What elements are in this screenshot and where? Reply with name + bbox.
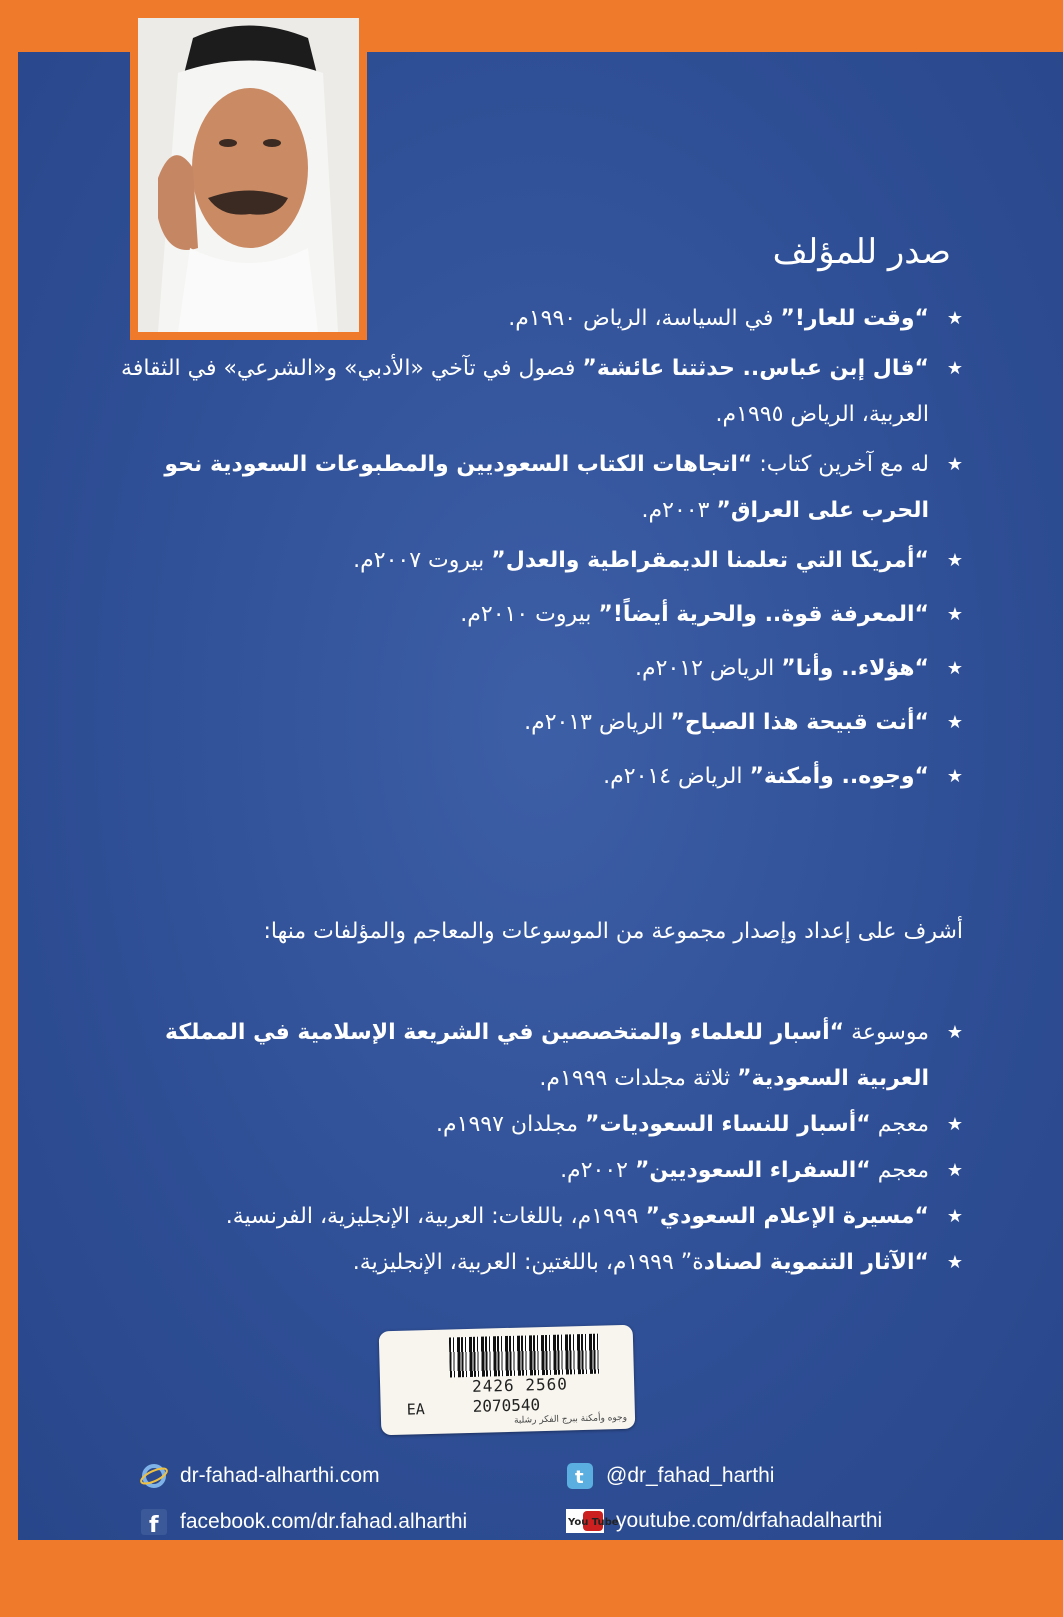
sticker-title: وجوه وأمكنة ببرج الفكر رشلبة bbox=[513, 1412, 628, 1426]
list-item: ★ “أنت قبيحة هذا الصباح” الرياض ٢٠١٣م. bbox=[524, 710, 963, 735]
list-item: ★ معجم “أسبار للنساء السعوديات” مجلدان ١٩٩٧م. bbox=[436, 1112, 963, 1137]
author-portrait-illustration bbox=[138, 18, 359, 332]
library-barcode-sticker bbox=[379, 1325, 636, 1436]
barcode-icon bbox=[449, 1334, 600, 1378]
list-item: ★ “وجوه.. وأمكنة” الرياض ٢٠١٤م. bbox=[603, 764, 963, 789]
youtube-icon bbox=[566, 1508, 619, 1534]
website-link[interactable]: dr-fahad-alharthi.com bbox=[140, 1462, 380, 1490]
svg-text:f: f bbox=[149, 1513, 159, 1538]
ie-globe-icon bbox=[140, 1462, 168, 1490]
works-list bbox=[103, 1010, 963, 1286]
twitter-link[interactable]: t @dr_fahad_harthi bbox=[566, 1462, 774, 1490]
list-item: ★ “مسيرة الإعلام السعودي” ١٩٩٩م، باللغات: العربية، الإنجليزية، الفرنسية. bbox=[225, 1204, 963, 1229]
twitter-icon bbox=[566, 1462, 594, 1490]
list-item: ★ “الآثار التنموية لصنادة” ١٩٩٩م، باللغتين: العربية، الإنجليزية. bbox=[352, 1250, 963, 1275]
section-heading: صدر للمؤلف bbox=[772, 232, 951, 272]
list-item: ★ “المعرفة قوة.. والحرية أيضاً!” بيروت ٢٠١٠م. bbox=[460, 602, 963, 627]
facebook-link[interactable]: f facebook.com/dr.fahad.alharthi bbox=[140, 1508, 467, 1536]
list-item: ★ “أمريكا التي تعلمنا الديمقراطية والعدل” بيروت ٢٠٠٧م. bbox=[353, 548, 963, 573]
facebook-icon bbox=[140, 1508, 168, 1536]
books-list bbox=[103, 296, 963, 800]
list-item: ★ له مع آخرين كتاب: “اتجاهات الكتاب السعوديين والمطبوعات السعودية نحو الحرب على العراق” ٢٠٠٣م. bbox=[164, 452, 963, 523]
list-item: ★ موسوعة “أسبار للعلماء والمتخصصين في الشريعة الإسلامية في المملكة العربية السعودية” ثلاثة مجلدات ١٩٩٩م. bbox=[165, 1020, 963, 1091]
list-item: ★ “قال إبن عباس.. حدثتنا عائشة” فصول في تآخي «الأدبي» و«الشرعي» في الثقافة العربية، الرياض ١٩٩٥م. bbox=[121, 356, 963, 427]
barcode-number: 2426 2560 bbox=[471, 1374, 569, 1396]
intro-text: أشرف على إعداد وإصدار مجموعة من الموسوعات والمعاجم والمؤلفات منها: bbox=[263, 919, 963, 944]
sticker-code: 2070540 bbox=[472, 1395, 541, 1416]
list-item: ★ “هؤلاء.. وأنا” الرياض ٢٠١٢م. bbox=[635, 656, 963, 681]
svg-text:t: t bbox=[575, 1467, 584, 1488]
svg-text:You Tube: You Tube bbox=[568, 1517, 619, 1528]
list-item: ★ معجم “السفراء السعوديين” ٢٠٠٢م. bbox=[560, 1158, 963, 1183]
author-photo bbox=[130, 10, 367, 340]
list-item: ★ “وقت للعار!” في السياسة، الرياض ١٩٩٠م. bbox=[508, 306, 963, 331]
youtube-link[interactable]: You Tube youtube.com/drfahadalharthi bbox=[568, 1509, 883, 1532]
sticker-ea: EA bbox=[406, 1400, 426, 1419]
